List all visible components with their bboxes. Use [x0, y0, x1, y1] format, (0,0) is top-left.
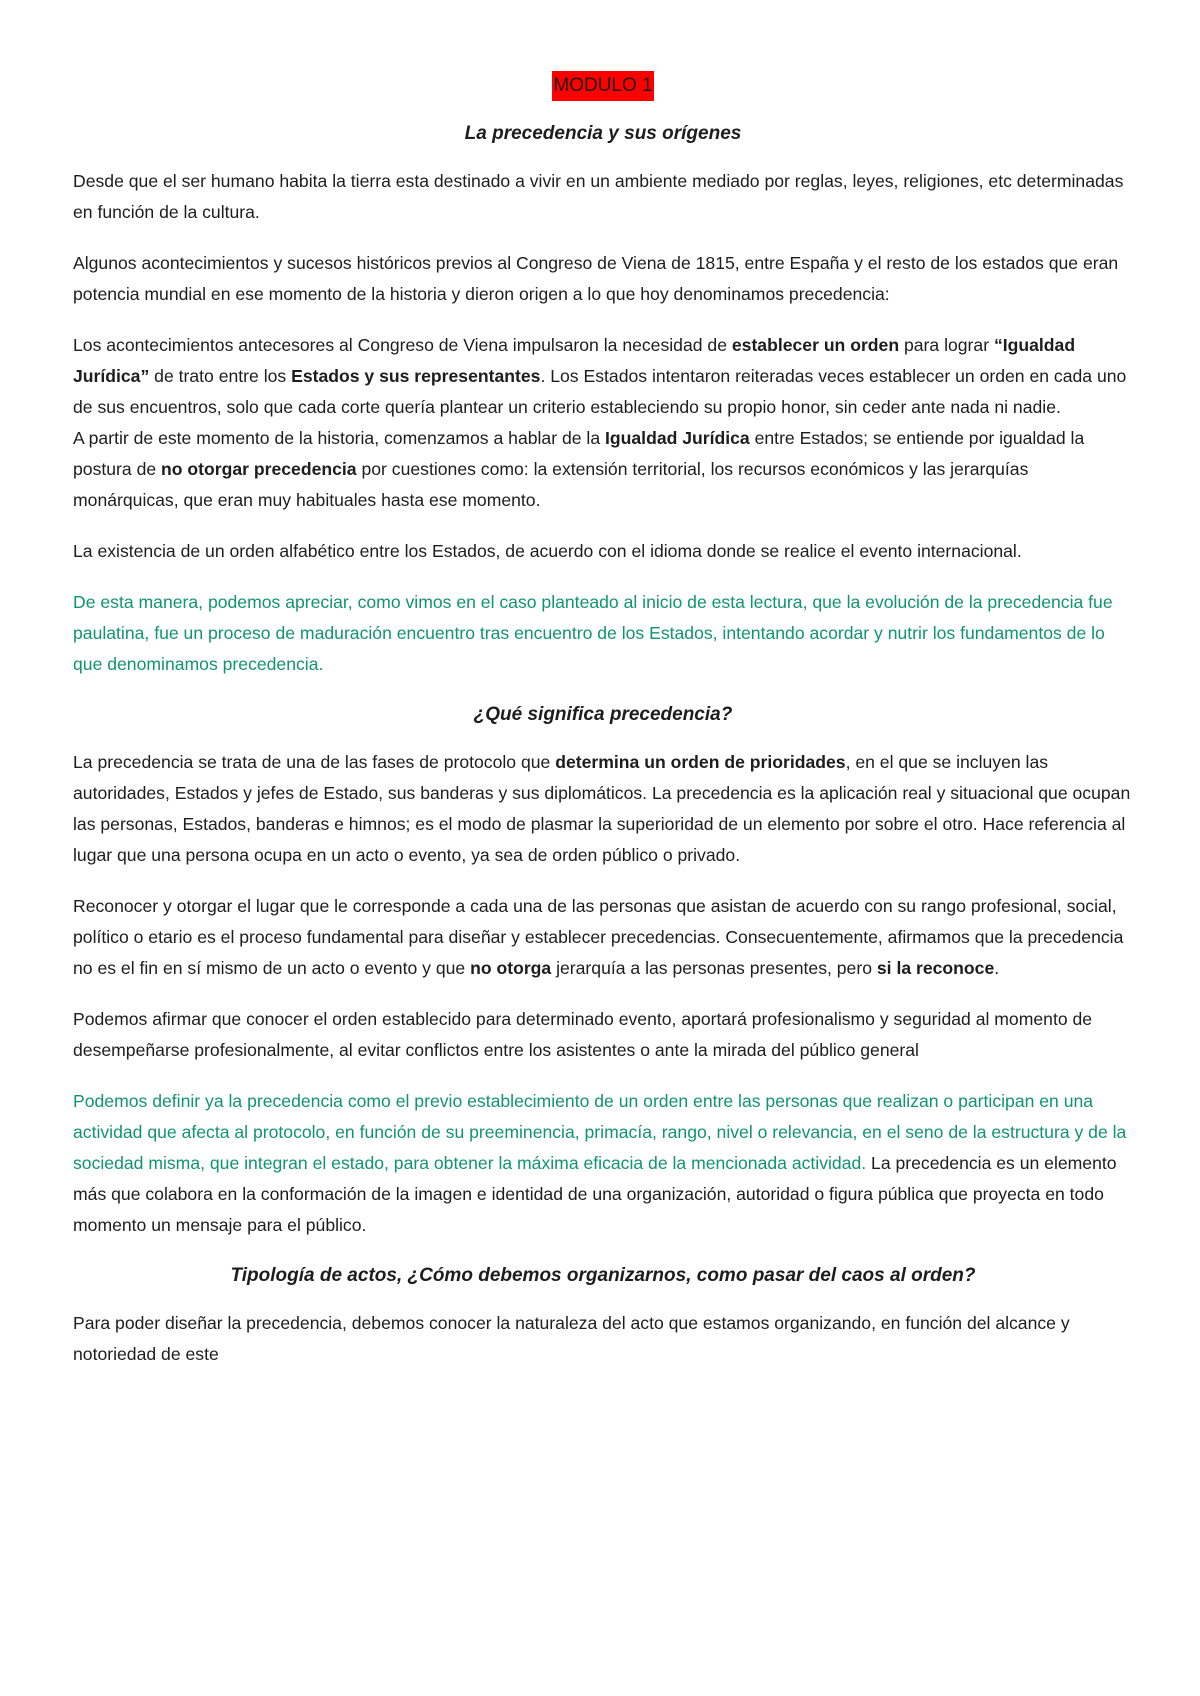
heading-origins: La precedencia y sus orígenes	[464, 123, 742, 144]
paragraph-3-bold-2: “Igualdad Jurídica”	[73, 335, 1076, 386]
paragraph-8-bold-2: si la reconoce	[876, 958, 995, 978]
paragraph-4-bold-1: Igualdad Jurídica	[605, 428, 750, 448]
paragraph-5: La existencia de un orden alfabético entre los Estados, de acuerdo con el idioma donde se realice el evento internacional.	[73, 541, 1022, 561]
paragraph-10-text-1: La precedencia es un elemento más que colabora en la conformación de la imagen e identidad de una organización, autoridad o figura pública que proyecta en todo momento un mensaje para el público.	[73, 1153, 1117, 1235]
paragraph-9: Podemos afirmar que conocer el orden establecido para determinado evento, aportará profesionalismo y seguridad al momento de desempeñarse profesionalmente, al evitar conflictos entre los asistentes o ante la mirada del público general	[73, 1009, 1093, 1060]
paragraph-6: De esta manera, podemos apreciar, como vimos en el caso planteado al inicio de esta lectura, que la evolución de la precedencia fue paulatina, fue un proceso de maduración encuentro tras encuentro de los Estados, intentando acordar y nutrir los fundamentos de lo que denominamos precedencia.	[73, 592, 1113, 674]
paragraph-3-text-4: . Los Estados intentaron reiteradas veces establecer un orden en cada uno de sus encuentros, solo que cada corte quería plantear un criterio estableciendo su propio honor, sin ceder ante nada ni nadie.	[73, 366, 1127, 417]
paragraph-7-bold-1: determina un orden de prioridades	[555, 752, 846, 772]
paragraph-3-bold-3: Estados y sus representantes	[291, 366, 541, 386]
paragraph-1: Desde que el ser humano habita la tierra esta destinado a vivir en un ambiente mediado por reglas, leyes, religiones, etc determinadas en función de la cultura.	[73, 171, 1124, 222]
paragraph-4-text-1: A partir de este momento de la historia, comenzamos a hablar de la	[73, 428, 606, 448]
paragraph-10-teal-definition: Podemos definir ya la precedencia como el previo establecimiento de un orden entre las personas que realizan o participan en una actividad que afecta al protocolo, en función de su preeminencia, primacía, rango, nivel o relevancia, en el seno de la estructura y de la sociedad misma, que integran el estado, para obtener la máxima eficacia de la mencionada actividad.	[73, 1091, 1127, 1173]
module-title: MODULO 1	[552, 71, 653, 101]
paragraph-3-text-1: Los acontecimientos antecesores al Congreso de Viena impulsaron la necesidad de	[73, 335, 732, 355]
paragraph-7	[73, 747, 1133, 871]
paragraph-11: Para poder diseñar la precedencia, debemos conocer la naturaleza del acto que estamos organizando, en función del alcance y notoriedad de este	[73, 1313, 1070, 1364]
paragraph-4-bold-2: no otorgar precedencia	[161, 459, 357, 479]
paragraph-8-text-2: jerarquía a las personas presentes, pero	[551, 958, 877, 978]
paragraph-3	[73, 330, 1133, 423]
paragraph-3-bold-1: establecer un orden	[731, 335, 900, 355]
paragraph-2: Algunos acontecimientos y sucesos históricos previos al Congreso de Viena de 1815, entre España y el resto de los estados que eran potencia mundial en ese momento de la historia y dieron origen a lo que hoy denominamos precedencia:	[73, 253, 1119, 304]
paragraph-10	[73, 1086, 1133, 1241]
module-title-wrap	[73, 70, 1133, 101]
paragraph-3-text-3: de trato entre los	[149, 366, 292, 386]
heading-typology: Tipología de actos, ¿Cómo debemos organizarnos, como pasar del caos al orden?	[230, 1265, 976, 1286]
paragraph-7-text-2: , en el que se incluyen las autoridades, Estados y jefes de Estado, sus banderas y sus diplomáticos. La precedencia es la aplicación real y situacional que ocupan las personas, Estados, banderas e himnos; es el modo de plasmar la superioridad de un elemento por sobre el otro. Hace referencia al lugar que una persona ocupa en un acto o evento, ya sea de orden público o privado.	[73, 752, 1131, 865]
paragraph-4	[73, 423, 1133, 516]
paragraph-3-text-2: para lograr	[899, 335, 994, 355]
paragraph-4-text-2: entre Estados; se entiende por igualdad la postura de	[73, 428, 1085, 479]
heading-meaning: ¿Qué significa precedencia?	[473, 704, 733, 725]
paragraph-8-bold-1: no otorga	[470, 958, 552, 978]
paragraph-8-text-1: Reconocer y otorgar el lugar que le corresponde a cada una de las personas que asistan de acuerdo con su rango profesional, social, político o etario es el proceso fundamental para diseñar y establecer precedencias. Consecuentemente, afirmamos que la precedencia no es el fin en sí mismo de un acto o evento y que	[73, 896, 1124, 978]
paragraph-8	[73, 891, 1133, 984]
paragraph-7-text-1: La precedencia se trata de una de las fases de protocolo que	[73, 752, 556, 772]
paragraph-8-text-3: .	[994, 958, 1000, 978]
paragraph-4-text-3: por cuestiones como: la extensión territorial, los recursos económicos y las jerarquías monárquicas, que eran muy habituales hasta ese momento.	[73, 459, 1029, 510]
